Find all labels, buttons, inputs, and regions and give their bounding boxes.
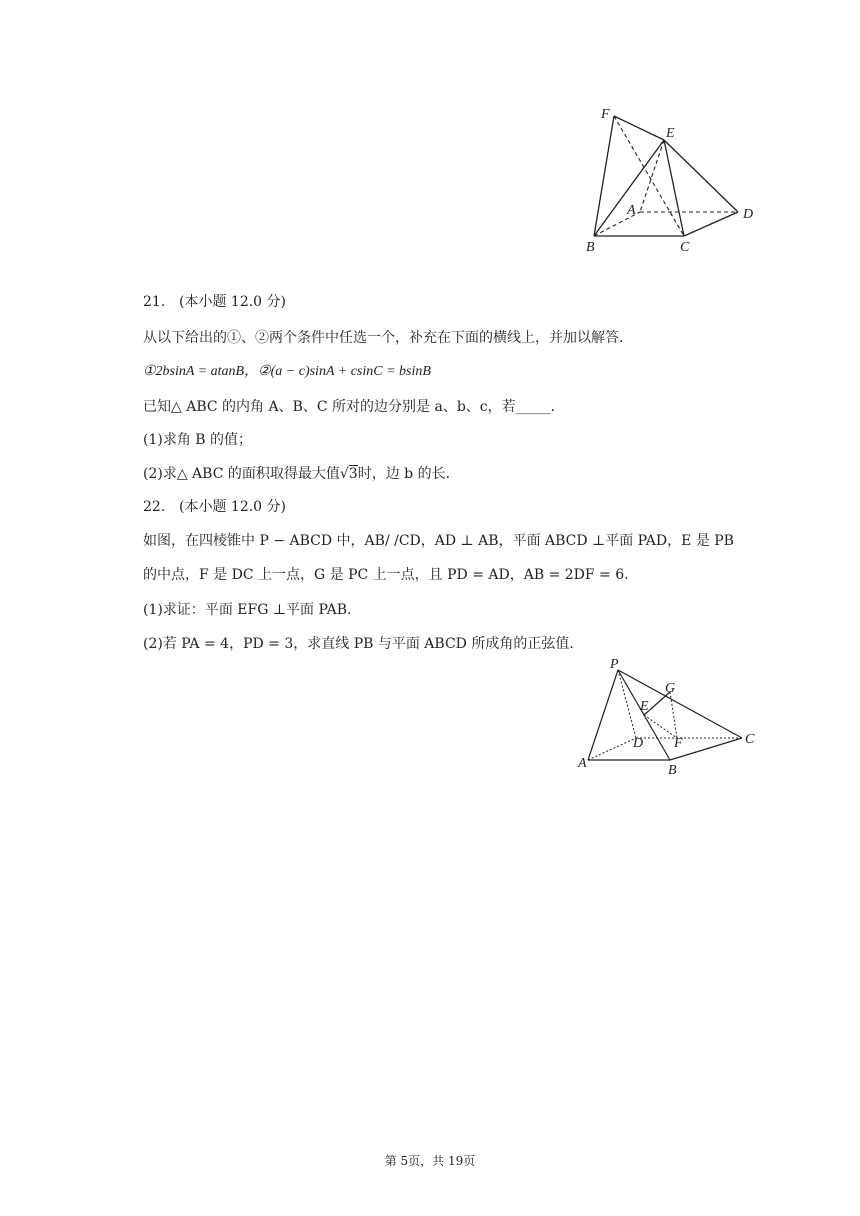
q21-part1: (1)求角 B 的值； bbox=[143, 432, 253, 448]
q22-part2: (2)若 PA = 4，PD = 3，求直线 PB 与平面 ABCD 所成角的正弦值. bbox=[143, 636, 574, 652]
label-d: D bbox=[743, 207, 754, 222]
q22-header bbox=[143, 497, 286, 517]
sqrt-icon: √ bbox=[339, 466, 349, 482]
label-b: B bbox=[586, 240, 595, 255]
q21-header bbox=[143, 292, 286, 312]
q22-score: (本小题 12.0 分) bbox=[179, 499, 286, 515]
q21-score: (本小题 12.0 分) bbox=[179, 294, 286, 310]
q22-part1: (1)求证：平面 EFG ⊥平面 PAB. bbox=[143, 602, 352, 618]
q21-part2-sqrt-value: 3 bbox=[348, 466, 358, 482]
label-p: P bbox=[610, 657, 619, 672]
figure-pyramid-pabcd bbox=[574, 650, 764, 780]
label-a: A bbox=[578, 756, 587, 771]
label-g: G bbox=[665, 681, 676, 696]
page-footer: 第 5页，共 19页 bbox=[384, 1154, 476, 1168]
label-f: F bbox=[601, 107, 610, 122]
q21-number: 21. bbox=[143, 294, 166, 310]
q22-number: 22. bbox=[143, 499, 166, 515]
label-f: F bbox=[674, 736, 683, 751]
label-c: C bbox=[745, 732, 755, 747]
label-b: B bbox=[668, 763, 677, 778]
label-d: D bbox=[633, 736, 644, 751]
q21-given: 已知△ ABC 的内角 A、B、C 所对的边分别是 a、b、c，若_____. bbox=[143, 399, 556, 415]
label-e: E bbox=[640, 699, 649, 714]
q21-intro: 从以下给出的①、②两个条件中任选一个，补充在下面的横线上，并加以解答. bbox=[143, 330, 624, 346]
label-e: E bbox=[666, 126, 675, 141]
q21-part2-text-b: 时，边 b 的长. bbox=[357, 466, 451, 482]
q21-part2-text-a: (2)求△ ABC 的面积取得最大值 bbox=[143, 466, 340, 482]
q22-line1: 如图，在四棱锥中 P − ABCD 中，AB/ /CD，AD ⊥ AB，平面 ABCD ⊥平面 PAD，E 是 PB bbox=[143, 533, 734, 549]
q22-line2: 的中点，F 是 DC 上一点，G 是 PC 上一点，且 PD = AD，AB = 2DF = 6. bbox=[143, 567, 629, 583]
figure-prism-fabcde bbox=[580, 100, 760, 260]
label-c: C bbox=[680, 240, 690, 255]
q21-part2 bbox=[143, 464, 450, 484]
label-a: A bbox=[627, 203, 636, 218]
q21-conditions: ①2bsinA = atanB，②(a − c)sinA + csinC = bsinB bbox=[143, 364, 431, 379]
